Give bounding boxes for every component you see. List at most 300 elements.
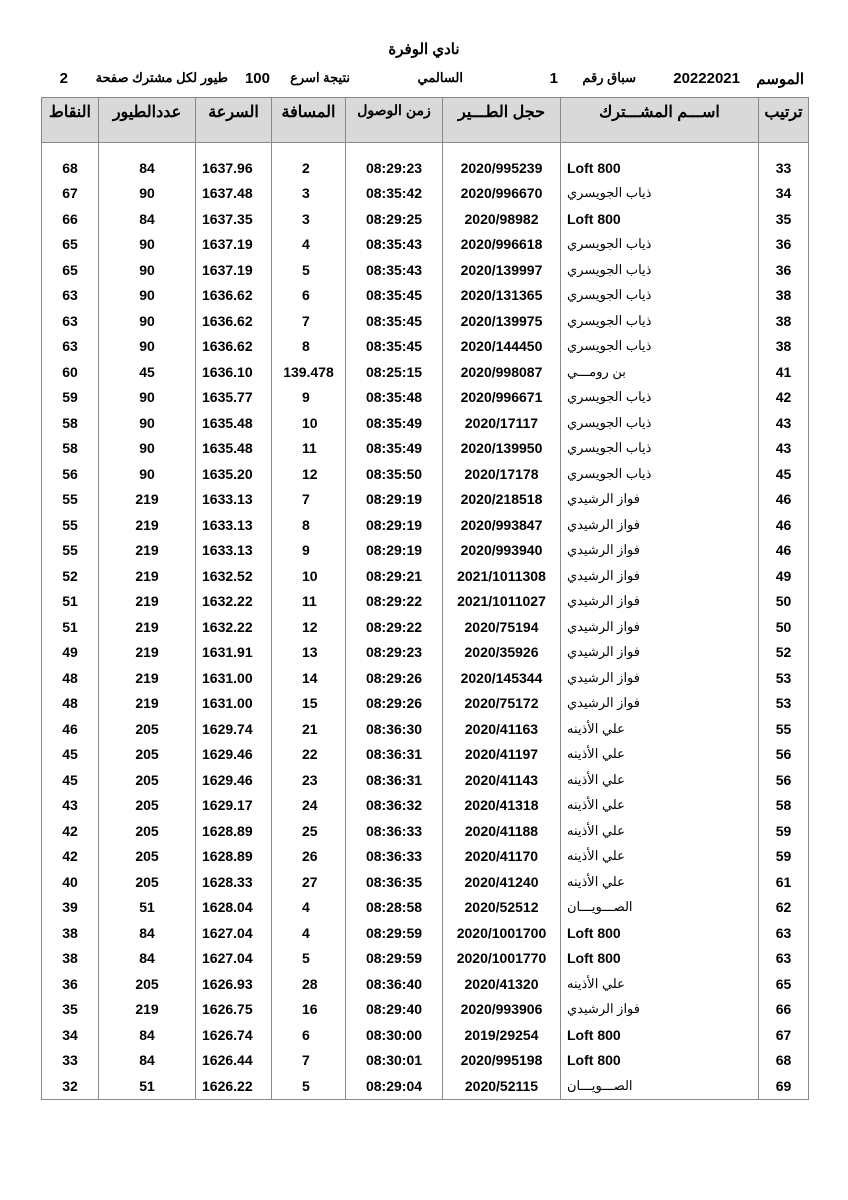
cell-rank: 56 bbox=[759, 767, 809, 793]
cell-birds: 84 bbox=[99, 1022, 196, 1048]
cell-participant: فواز الرشيدي bbox=[561, 997, 759, 1023]
cell-distance: 11 bbox=[272, 436, 346, 462]
cell-arrival: 08:36:31 bbox=[346, 742, 443, 768]
cell-distance: 21 bbox=[272, 716, 346, 742]
cell-participant: فواز الرشيدي bbox=[561, 563, 759, 589]
cell-birds: 205 bbox=[99, 971, 196, 997]
cell-speed: 1627.04 bbox=[196, 946, 272, 972]
cell-ring: 2020/98982 bbox=[443, 206, 561, 232]
cell-speed: 1628.89 bbox=[196, 844, 272, 870]
cell-arrival: 08:36:35 bbox=[346, 869, 443, 895]
cell-participant: ذياب الجويسري bbox=[561, 308, 759, 334]
cell-birds: 205 bbox=[99, 742, 196, 768]
race-value: 1 bbox=[549, 70, 558, 87]
cell-speed: 1633.13 bbox=[196, 538, 272, 564]
cell-birds: 90 bbox=[99, 257, 196, 283]
cell-birds: 219 bbox=[99, 512, 196, 538]
cell-rank: 46 bbox=[759, 512, 809, 538]
header-participant: اســـم المشـــترك bbox=[561, 98, 759, 143]
cell-participant: فواز الرشيدي bbox=[561, 538, 759, 564]
cell-participant: الصـــويـــان bbox=[561, 895, 759, 921]
cell-birds: 84 bbox=[99, 206, 196, 232]
cell-speed: 1626.74 bbox=[196, 1022, 272, 1048]
cell-arrival: 08:35:48 bbox=[346, 385, 443, 411]
cell-ring: 2020/144450 bbox=[443, 334, 561, 360]
cell-arrival: 08:36:30 bbox=[346, 716, 443, 742]
cell-points: 58 bbox=[42, 436, 99, 462]
cell-arrival: 08:35:45 bbox=[346, 334, 443, 360]
race-label: سباق رقم bbox=[582, 70, 636, 85]
cell-distance: 4 bbox=[272, 895, 346, 921]
cell-points: 43 bbox=[42, 793, 99, 819]
cell-birds: 90 bbox=[99, 385, 196, 411]
cell-arrival: 08:35:43 bbox=[346, 257, 443, 283]
per-participant-label: طيور لكل مشترك صفحة bbox=[95, 70, 228, 85]
cell-points: 39 bbox=[42, 895, 99, 921]
cell-points: 46 bbox=[42, 716, 99, 742]
cell-birds: 205 bbox=[99, 818, 196, 844]
cell-points: 51 bbox=[42, 614, 99, 640]
cell-distance: 8 bbox=[272, 334, 346, 360]
cell-rank: 63 bbox=[759, 946, 809, 972]
cell-birds: 90 bbox=[99, 181, 196, 207]
cell-participant: علي الأذينه bbox=[561, 767, 759, 793]
cell-speed: 1636.62 bbox=[196, 334, 272, 360]
cell-participant: علي الأذينه bbox=[561, 716, 759, 742]
table-row bbox=[42, 385, 809, 411]
table-row bbox=[42, 1022, 809, 1048]
cell-distance: 4 bbox=[272, 920, 346, 946]
table-row bbox=[42, 232, 809, 258]
header-distance: المسافة bbox=[272, 98, 346, 143]
cell-speed: 1632.22 bbox=[196, 614, 272, 640]
cell-participant: علي الأذينه bbox=[561, 844, 759, 870]
cell-birds: 90 bbox=[99, 283, 196, 309]
cell-distance: 22 bbox=[272, 742, 346, 768]
cell-speed: 1628.33 bbox=[196, 869, 272, 895]
cell-arrival: 08:29:22 bbox=[346, 589, 443, 615]
cell-ring: 2020/17178 bbox=[443, 461, 561, 487]
cell-distance: 9 bbox=[272, 385, 346, 411]
cell-rank: 52 bbox=[759, 640, 809, 666]
cell-points: 38 bbox=[42, 920, 99, 946]
cell-rank: 35 bbox=[759, 206, 809, 232]
location: السالمي bbox=[417, 70, 463, 85]
cell-arrival: 08:29:59 bbox=[346, 920, 443, 946]
cell-rank: 58 bbox=[759, 793, 809, 819]
cell-rank: 67 bbox=[759, 1022, 809, 1048]
cell-points: 63 bbox=[42, 308, 99, 334]
season-label: الموسم bbox=[756, 71, 804, 88]
cell-rank: 38 bbox=[759, 283, 809, 309]
table-row bbox=[42, 589, 809, 615]
cell-ring: 2020/41197 bbox=[443, 742, 561, 768]
cell-distance: 7 bbox=[272, 308, 346, 334]
cell-distance: 4 bbox=[272, 232, 346, 258]
cell-distance: 25 bbox=[272, 818, 346, 844]
cell-points: 60 bbox=[42, 359, 99, 385]
cell-ring: 2020/75194 bbox=[443, 614, 561, 640]
page-value: 2 bbox=[59, 70, 68, 87]
cell-participant: Loft 800 bbox=[561, 155, 759, 181]
cell-points: 52 bbox=[42, 563, 99, 589]
cell-distance: 6 bbox=[272, 283, 346, 309]
cell-speed: 1633.13 bbox=[196, 487, 272, 513]
cell-participant: Loft 800 bbox=[561, 206, 759, 232]
cell-speed: 1632.52 bbox=[196, 563, 272, 589]
club-title: نادي الوفرة bbox=[388, 41, 460, 58]
cell-speed: 1632.22 bbox=[196, 589, 272, 615]
cell-points: 45 bbox=[42, 742, 99, 768]
table-row bbox=[42, 665, 809, 691]
cell-distance: 28 bbox=[272, 971, 346, 997]
cell-participant: الصـــويـــان bbox=[561, 1073, 759, 1099]
cell-distance: 16 bbox=[272, 997, 346, 1023]
cell-ring: 2020/993906 bbox=[443, 997, 561, 1023]
cell-rank: 45 bbox=[759, 461, 809, 487]
cell-participant: ذياب الجويسري bbox=[561, 410, 759, 436]
table-row bbox=[42, 767, 809, 793]
cell-arrival: 08:29:40 bbox=[346, 997, 443, 1023]
cell-participant: ذياب الجويسري bbox=[561, 334, 759, 360]
cell-points: 65 bbox=[42, 257, 99, 283]
cell-birds: 84 bbox=[99, 1048, 196, 1074]
cell-speed: 1631.91 bbox=[196, 640, 272, 666]
cell-birds: 90 bbox=[99, 436, 196, 462]
cell-participant: Loft 800 bbox=[561, 920, 759, 946]
cell-ring: 2020/218518 bbox=[443, 487, 561, 513]
cell-birds: 219 bbox=[99, 640, 196, 666]
cell-points: 67 bbox=[42, 181, 99, 207]
cell-birds: 219 bbox=[99, 665, 196, 691]
cell-arrival: 08:36:31 bbox=[346, 767, 443, 793]
cell-arrival: 08:29:19 bbox=[346, 538, 443, 564]
cell-points: 56 bbox=[42, 461, 99, 487]
cell-birds: 205 bbox=[99, 716, 196, 742]
cell-arrival: 08:29:23 bbox=[346, 640, 443, 666]
table-row bbox=[42, 818, 809, 844]
cell-ring: 2020/131365 bbox=[443, 283, 561, 309]
cell-birds: 219 bbox=[99, 614, 196, 640]
cell-participant: علي الأذينه bbox=[561, 971, 759, 997]
header-birds: عددالطيور bbox=[99, 98, 196, 143]
cell-birds: 90 bbox=[99, 410, 196, 436]
cell-arrival: 08:36:33 bbox=[346, 818, 443, 844]
cell-points: 55 bbox=[42, 487, 99, 513]
cell-distance: 3 bbox=[272, 181, 346, 207]
cell-arrival: 08:29:23 bbox=[346, 155, 443, 181]
cell-participant: ذياب الجويسري bbox=[561, 461, 759, 487]
cell-participant: ذياب الجويسري bbox=[561, 232, 759, 258]
cell-arrival: 08:36:40 bbox=[346, 971, 443, 997]
cell-speed: 1628.04 bbox=[196, 895, 272, 921]
cell-participant: Loft 800 bbox=[561, 946, 759, 972]
cell-participant: علي الأذينه bbox=[561, 793, 759, 819]
cell-rank: 36 bbox=[759, 257, 809, 283]
cell-arrival: 08:29:59 bbox=[346, 946, 443, 972]
cell-distance: 139.478 bbox=[272, 359, 346, 385]
cell-arrival: 08:29:21 bbox=[346, 563, 443, 589]
table-row bbox=[42, 487, 809, 513]
cell-arrival: 08:35:42 bbox=[346, 181, 443, 207]
cell-speed: 1635.48 bbox=[196, 436, 272, 462]
cell-rank: 53 bbox=[759, 665, 809, 691]
fastest-label: نتيجة اسرع bbox=[290, 70, 350, 85]
cell-participant: ذياب الجويسري bbox=[561, 257, 759, 283]
cell-ring: 2021/1011308 bbox=[443, 563, 561, 589]
cell-distance: 6 bbox=[272, 1022, 346, 1048]
table-row bbox=[42, 895, 809, 921]
header-arrival: زمن الوصول bbox=[346, 98, 443, 143]
cell-points: 68 bbox=[42, 155, 99, 181]
cell-points: 40 bbox=[42, 869, 99, 895]
table-row bbox=[42, 512, 809, 538]
cell-ring: 2019/29254 bbox=[443, 1022, 561, 1048]
cell-arrival: 08:36:32 bbox=[346, 793, 443, 819]
cell-arrival: 08:29:19 bbox=[346, 487, 443, 513]
cell-ring: 2020/993847 bbox=[443, 512, 561, 538]
cell-points: 45 bbox=[42, 767, 99, 793]
cell-participant: علي الأذينه bbox=[561, 742, 759, 768]
cell-birds: 205 bbox=[99, 869, 196, 895]
table-row bbox=[42, 461, 809, 487]
cell-rank: 63 bbox=[759, 920, 809, 946]
cell-speed: 1637.48 bbox=[196, 181, 272, 207]
results-table bbox=[41, 97, 809, 1100]
table-row bbox=[42, 971, 809, 997]
cell-ring: 2020/998087 bbox=[443, 359, 561, 385]
cell-rank: 61 bbox=[759, 869, 809, 895]
table-row bbox=[42, 997, 809, 1023]
cell-birds: 84 bbox=[99, 155, 196, 181]
table-row bbox=[42, 920, 809, 946]
race-info-bar bbox=[0, 70, 848, 92]
cell-distance: 5 bbox=[272, 257, 346, 283]
cell-distance: 23 bbox=[272, 767, 346, 793]
table-row bbox=[42, 436, 809, 462]
cell-ring: 2020/52115 bbox=[443, 1073, 561, 1099]
table-row bbox=[42, 181, 809, 207]
cell-rank: 68 bbox=[759, 1048, 809, 1074]
cell-points: 58 bbox=[42, 410, 99, 436]
cell-birds: 219 bbox=[99, 589, 196, 615]
cell-distance: 10 bbox=[272, 563, 346, 589]
cell-distance: 24 bbox=[272, 793, 346, 819]
table-row bbox=[42, 614, 809, 640]
table-row bbox=[42, 334, 809, 360]
cell-ring: 2020/41163 bbox=[443, 716, 561, 742]
cell-rank: 56 bbox=[759, 742, 809, 768]
cell-birds: 205 bbox=[99, 767, 196, 793]
cell-distance: 5 bbox=[272, 1073, 346, 1099]
cell-ring: 2020/41320 bbox=[443, 971, 561, 997]
cell-birds: 90 bbox=[99, 461, 196, 487]
cell-participant: فواز الرشيدي bbox=[561, 614, 759, 640]
cell-distance: 5 bbox=[272, 946, 346, 972]
cell-ring: 2020/139997 bbox=[443, 257, 561, 283]
cell-birds: 90 bbox=[99, 308, 196, 334]
cell-ring: 2020/41188 bbox=[443, 818, 561, 844]
cell-distance: 2 bbox=[272, 155, 346, 181]
table-row bbox=[42, 793, 809, 819]
cell-points: 55 bbox=[42, 512, 99, 538]
table-row bbox=[42, 691, 809, 717]
header-points: النقاط bbox=[42, 98, 99, 143]
cell-participant: ذياب الجويسري bbox=[561, 283, 759, 309]
cell-distance: 3 bbox=[272, 206, 346, 232]
cell-points: 59 bbox=[42, 385, 99, 411]
cell-birds: 219 bbox=[99, 691, 196, 717]
cell-participant: Loft 800 bbox=[561, 1048, 759, 1074]
cell-participant: فواز الرشيدي bbox=[561, 589, 759, 615]
cell-birds: 219 bbox=[99, 563, 196, 589]
cell-rank: 42 bbox=[759, 385, 809, 411]
cell-rank: 50 bbox=[759, 589, 809, 615]
cell-speed: 1626.75 bbox=[196, 997, 272, 1023]
cell-points: 42 bbox=[42, 818, 99, 844]
table-row bbox=[42, 742, 809, 768]
cell-distance: 12 bbox=[272, 461, 346, 487]
table-row bbox=[42, 283, 809, 309]
cell-points: 33 bbox=[42, 1048, 99, 1074]
cell-participant: علي الأذينه bbox=[561, 869, 759, 895]
cell-arrival: 08:28:58 bbox=[346, 895, 443, 921]
cell-points: 49 bbox=[42, 640, 99, 666]
cell-ring: 2020/139950 bbox=[443, 436, 561, 462]
table-row bbox=[42, 869, 809, 895]
cell-speed: 1631.00 bbox=[196, 665, 272, 691]
cell-ring: 2020/996670 bbox=[443, 181, 561, 207]
cell-ring: 2020/993940 bbox=[443, 538, 561, 564]
cell-distance: 10 bbox=[272, 410, 346, 436]
cell-points: 38 bbox=[42, 946, 99, 972]
cell-rank: 65 bbox=[759, 971, 809, 997]
cell-participant: علي الأذينه bbox=[561, 818, 759, 844]
cell-arrival: 08:30:01 bbox=[346, 1048, 443, 1074]
cell-points: 63 bbox=[42, 283, 99, 309]
table-row bbox=[42, 308, 809, 334]
cell-birds: 90 bbox=[99, 334, 196, 360]
table-row bbox=[42, 359, 809, 385]
season-value: 20222021 bbox=[673, 70, 740, 87]
cell-participant: فواز الرشيدي bbox=[561, 640, 759, 666]
cell-rank: 55 bbox=[759, 716, 809, 742]
cell-speed: 1635.20 bbox=[196, 461, 272, 487]
cell-speed: 1637.96 bbox=[196, 155, 272, 181]
cell-speed: 1637.19 bbox=[196, 257, 272, 283]
cell-birds: 219 bbox=[99, 538, 196, 564]
cell-speed: 1629.46 bbox=[196, 742, 272, 768]
cell-rank: 36 bbox=[759, 232, 809, 258]
cell-rank: 53 bbox=[759, 691, 809, 717]
cell-ring: 2020/41143 bbox=[443, 767, 561, 793]
cell-speed: 1637.35 bbox=[196, 206, 272, 232]
cell-points: 55 bbox=[42, 538, 99, 564]
cell-speed: 1626.22 bbox=[196, 1073, 272, 1099]
cell-speed: 1626.93 bbox=[196, 971, 272, 997]
cell-speed: 1627.04 bbox=[196, 920, 272, 946]
cell-speed: 1631.00 bbox=[196, 691, 272, 717]
cell-ring: 2020/17117 bbox=[443, 410, 561, 436]
cell-rank: 46 bbox=[759, 538, 809, 564]
table-row bbox=[42, 155, 809, 181]
table-row bbox=[42, 206, 809, 232]
cell-ring: 2020/75172 bbox=[443, 691, 561, 717]
cell-rank: 38 bbox=[759, 334, 809, 360]
cell-distance: 12 bbox=[272, 614, 346, 640]
header-rank: ترتيب bbox=[759, 98, 809, 143]
cell-rank: 62 bbox=[759, 895, 809, 921]
cell-arrival: 08:35:49 bbox=[346, 436, 443, 462]
cell-birds: 205 bbox=[99, 844, 196, 870]
cell-rank: 33 bbox=[759, 155, 809, 181]
cell-points: 48 bbox=[42, 665, 99, 691]
table-row bbox=[42, 1073, 809, 1099]
header-speed: السرعة bbox=[196, 98, 272, 143]
cell-speed: 1628.89 bbox=[196, 818, 272, 844]
cell-ring: 2020/1001770 bbox=[443, 946, 561, 972]
cell-arrival: 08:29:04 bbox=[346, 1073, 443, 1099]
cell-birds: 90 bbox=[99, 232, 196, 258]
cell-arrival: 08:29:25 bbox=[346, 206, 443, 232]
cell-birds: 84 bbox=[99, 920, 196, 946]
cell-speed: 1636.10 bbox=[196, 359, 272, 385]
cell-arrival: 08:29:22 bbox=[346, 614, 443, 640]
cell-points: 34 bbox=[42, 1022, 99, 1048]
cell-rank: 69 bbox=[759, 1073, 809, 1099]
cell-birds: 51 bbox=[99, 895, 196, 921]
table-row bbox=[42, 538, 809, 564]
cell-speed: 1629.17 bbox=[196, 793, 272, 819]
cell-participant: ذياب الجويسري bbox=[561, 385, 759, 411]
cell-ring: 2020/35926 bbox=[443, 640, 561, 666]
cell-ring: 2020/52512 bbox=[443, 895, 561, 921]
cell-speed: 1633.13 bbox=[196, 512, 272, 538]
cell-arrival: 08:35:45 bbox=[346, 308, 443, 334]
cell-birds: 219 bbox=[99, 997, 196, 1023]
cell-arrival: 08:36:33 bbox=[346, 844, 443, 870]
cell-points: 66 bbox=[42, 206, 99, 232]
cell-ring: 2020/995198 bbox=[443, 1048, 561, 1074]
cell-ring: 2020/139975 bbox=[443, 308, 561, 334]
cell-distance: 8 bbox=[272, 512, 346, 538]
table-row bbox=[42, 946, 809, 972]
cell-rank: 59 bbox=[759, 844, 809, 870]
cell-points: 32 bbox=[42, 1073, 99, 1099]
cell-distance: 9 bbox=[272, 538, 346, 564]
table-row bbox=[42, 716, 809, 742]
cell-speed: 1635.48 bbox=[196, 410, 272, 436]
cell-ring: 2020/145344 bbox=[443, 665, 561, 691]
table-row bbox=[42, 563, 809, 589]
cell-participant: فواز الرشيدي bbox=[561, 512, 759, 538]
cell-participant: فواز الرشيدي bbox=[561, 487, 759, 513]
cell-ring: 2020/41170 bbox=[443, 844, 561, 870]
cell-arrival: 08:29:19 bbox=[346, 512, 443, 538]
cell-speed: 1637.19 bbox=[196, 232, 272, 258]
cell-birds: 51 bbox=[99, 1073, 196, 1099]
cell-ring: 2020/41240 bbox=[443, 869, 561, 895]
cell-arrival: 08:30:00 bbox=[346, 1022, 443, 1048]
cell-points: 48 bbox=[42, 691, 99, 717]
cell-birds: 219 bbox=[99, 487, 196, 513]
table-row bbox=[42, 640, 809, 666]
cell-arrival: 08:25:15 bbox=[346, 359, 443, 385]
cell-ring: 2020/996618 bbox=[443, 232, 561, 258]
cell-ring: 2020/41318 bbox=[443, 793, 561, 819]
cell-distance: 7 bbox=[272, 487, 346, 513]
cell-rank: 49 bbox=[759, 563, 809, 589]
